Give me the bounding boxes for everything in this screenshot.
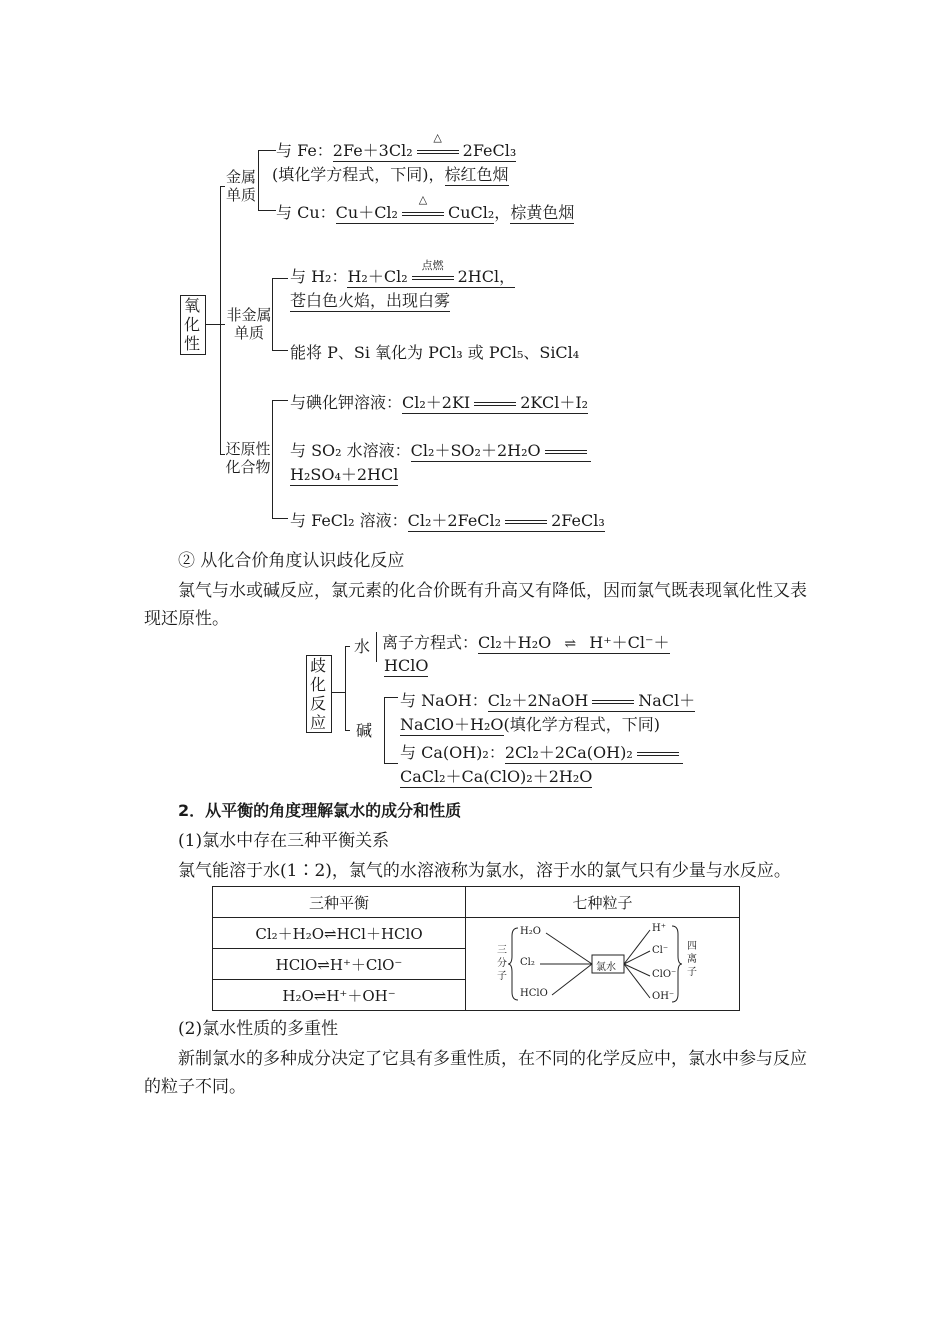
disproportion-root-label: 歧化反应 bbox=[309, 656, 326, 732]
reducing-label: 还原性化合物 bbox=[225, 440, 271, 476]
p-si-text: 能将 P、Si 氧化为 PCl₃ 或 PCl₅、SiCl₄ bbox=[290, 343, 580, 362]
section2-para2-line2: 的粒子不同。 bbox=[144, 1077, 246, 1097]
h2-phenomenon: 苍白色火焰，出现白雾 bbox=[290, 291, 451, 310]
equilibrium-table bbox=[212, 886, 740, 1011]
naoh-reaction-cont: NaClO＋H₂O(填化学方程式，下同) bbox=[400, 715, 661, 734]
ion-clo: ClO⁻ bbox=[652, 969, 677, 980]
base-label: 碱 bbox=[356, 721, 373, 740]
water-reaction-cont: HClO bbox=[384, 656, 429, 675]
section2-sub1: (1)氯水中存在三种平衡关系 bbox=[178, 831, 390, 851]
caoh-reaction-cont: CaCl₂＋Ca(ClO)₂＋2H₂O bbox=[400, 767, 593, 786]
right-group-label: 四离子 bbox=[687, 941, 697, 978]
fe-note: (填化学方程式，下同)，棕红色烟 bbox=[272, 165, 509, 184]
ion-h: H⁺ bbox=[652, 923, 666, 934]
ki-reaction: 与碘化钾溶液：Cl₂＋2KI 2KCl＋I₂ bbox=[290, 393, 589, 412]
water-label: 水 bbox=[354, 637, 371, 656]
table-row: HClO⇌H⁺＋ClO⁻ bbox=[213, 949, 466, 980]
section2-para2-line1: 新制氯水的多种成分决定了它具有多重性质，在不同的化学反应中，氯水中参与反应 bbox=[178, 1049, 807, 1069]
section2-sub2: (2)氯水性质的多重性 bbox=[178, 1019, 339, 1039]
nonmetal-label: 非金属单质 bbox=[226, 306, 272, 342]
ion-oh: OH⁻ bbox=[652, 991, 675, 1002]
chlorine-water-label: 氯水 bbox=[596, 962, 616, 973]
h2-reaction: 与 H₂：H₂＋Cl₂ 点燃 2HCl， bbox=[290, 258, 516, 286]
cu-reaction: 与 Cu：Cu＋Cl₂ △ CuCl₂，棕黄色烟 bbox=[276, 192, 575, 222]
caoh-reaction: 与 Ca(OH)₂：2Cl₂＋2Ca(OH)₂ bbox=[400, 740, 683, 763]
left-group-label: 三分子 bbox=[497, 945, 507, 982]
table-header-equilibria: 三种平衡 bbox=[213, 887, 466, 918]
oxidation-root-label: 氧化性 bbox=[183, 296, 200, 353]
table-row: H₂O⇌H⁺＋OH⁻ bbox=[213, 980, 466, 1011]
so2-product: H₂SO₄＋2HCl bbox=[290, 465, 399, 484]
particles-diagram-cell bbox=[466, 918, 740, 1011]
left-brace bbox=[508, 928, 518, 1000]
table-header-particles: 七种粒子 bbox=[466, 887, 740, 918]
molecule-h2o: H₂O bbox=[520, 926, 541, 937]
valence-para-line1: 氯气与水或碱反应，氯元素的化合价既有升高又有降低，因而氯气既表现氧化性又表 bbox=[178, 581, 807, 601]
naoh-reaction: 与 NaOH：Cl₂＋2NaOH NaCl＋ bbox=[400, 691, 696, 710]
ion-cl: Cl⁻ bbox=[652, 945, 669, 956]
valence-para-line2: 现还原性。 bbox=[144, 609, 229, 629]
so2-reaction: 与 SO₂ 水溶液：Cl₂＋SO₂＋2H₂O bbox=[290, 438, 591, 461]
section2-heading: 2．从平衡的角度理解氯水的成分和性质 bbox=[178, 801, 462, 820]
water-reaction: 离子方程式：Cl₂＋H₂O ⇌ H⁺＋Cl⁻＋ bbox=[382, 633, 670, 652]
table-row: Cl₂＋H₂O⇌HCl＋HClO bbox=[213, 918, 466, 949]
molecule-cl2: Cl₂ bbox=[520, 957, 535, 968]
fecl2-reaction: 与 FeCl₂ 溶液：Cl₂＋2FeCl₂ 2FeCl₃ bbox=[290, 511, 605, 530]
fe-reaction: 与 Fe：2Fe＋3Cl₂ △ 2FeCl₃ bbox=[276, 130, 517, 160]
section2-para1: 氯气能溶于水(1∶2)，氯气的水溶液称为氯水，溶于水的氯气只有少量与水反应。 bbox=[178, 861, 791, 881]
valence-heading: ② 从化合价角度认识歧化反应 bbox=[178, 551, 405, 571]
molecule-hclo: HClO bbox=[520, 988, 548, 999]
metal-label: 金属单质 bbox=[226, 168, 257, 204]
